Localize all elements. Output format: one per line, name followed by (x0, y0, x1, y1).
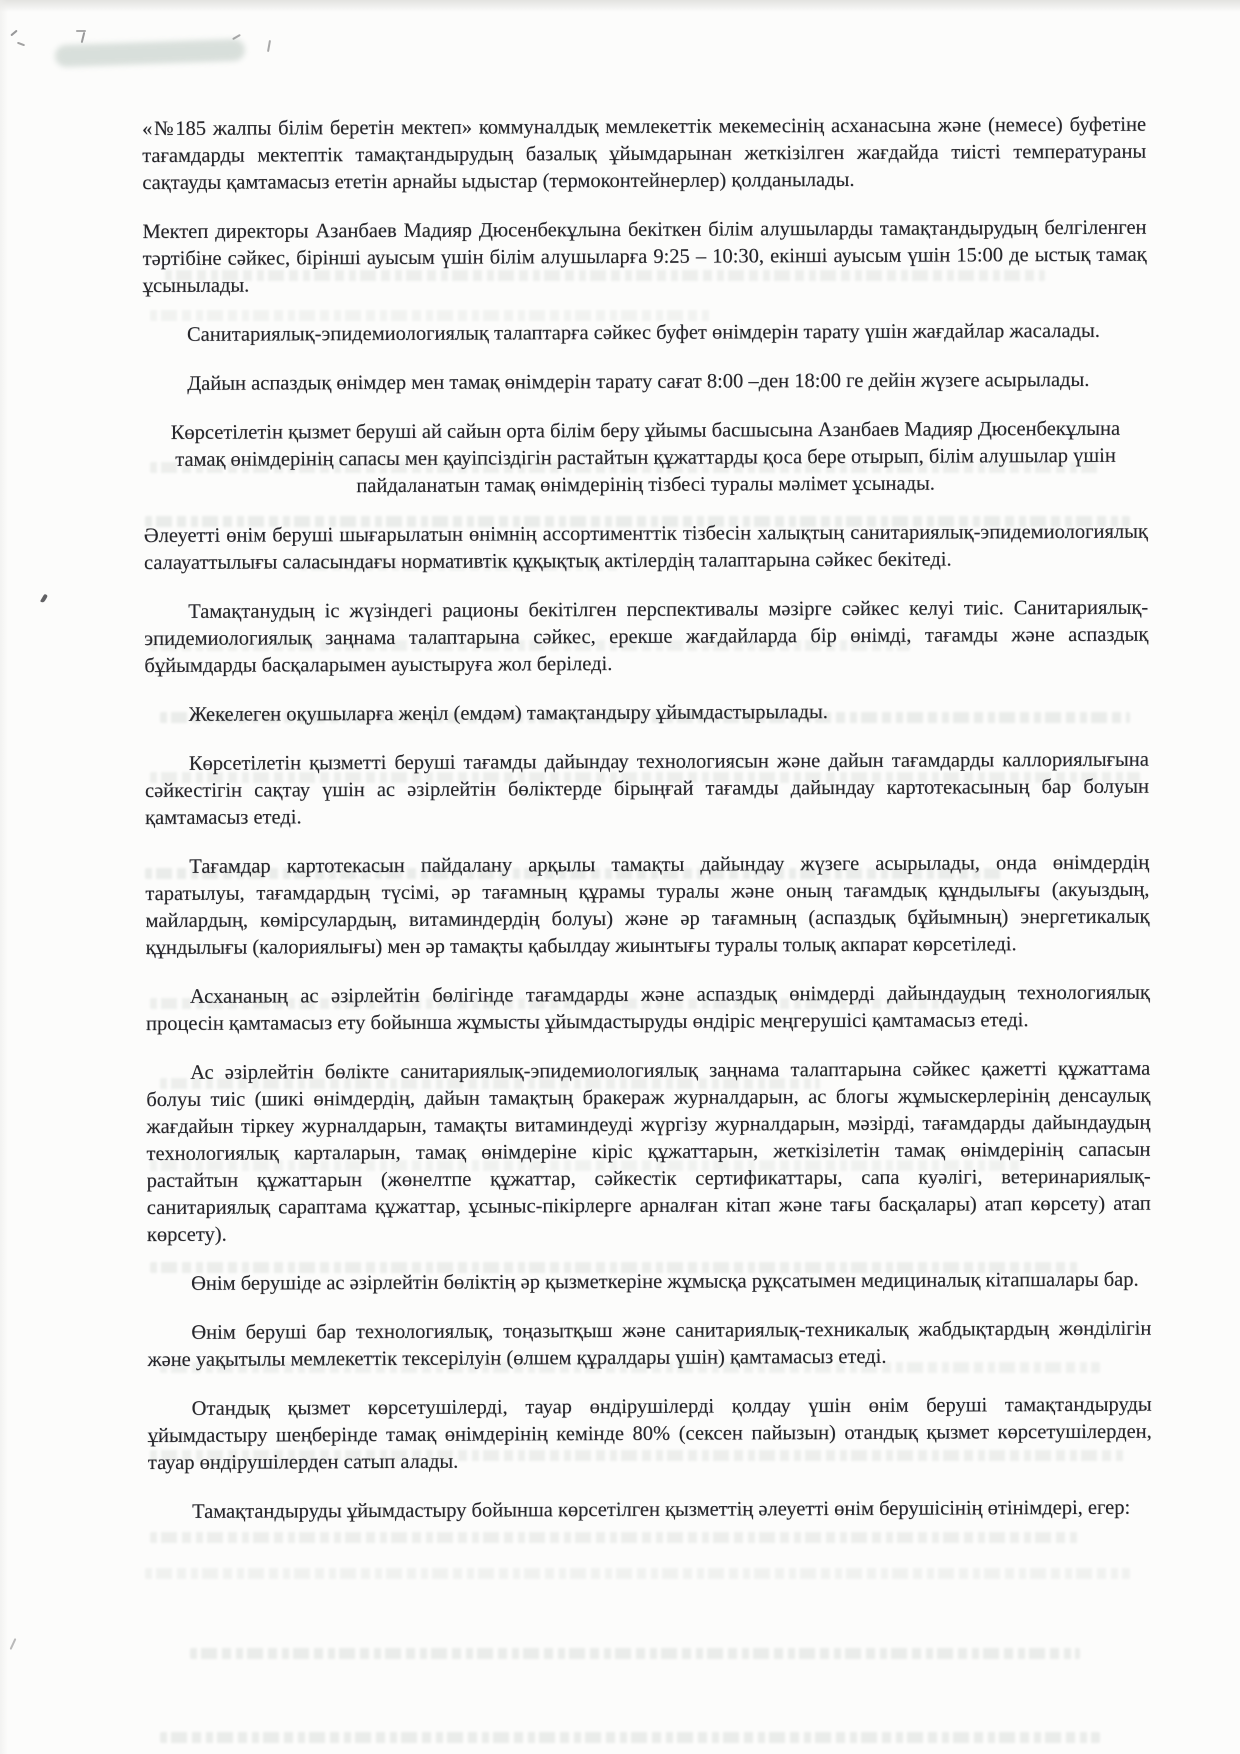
bleedthrough-text-line (190, 1648, 1080, 1659)
paragraph-05: Көрсетілетін қызмет беруші ай сайын орта білім беру ұйымы басшысына Азанбаев Мадияр Дюсенбекұлына тамақ өнімдерінің сапасы мен қауіпсіздігін растайтын құжаттарды қоса бере отырып, білім алушылар үшін пайдаланатын тамақ өнімдерінің тізбесі туралы мәлімет ұсынады. (170, 417, 1121, 498)
pencil-mark-comma (40, 594, 48, 604)
paragraph-10: Тағамдар картотекасын пайдалану арқылы тамақты дайындау жүзеге асырылады, онда өнімдердің таратылуы, тағамдардың түсімі, әр тағамның құрамы туралы және оның тағамдық құндылығы (акуыздың, майлардың, көмірсулардың, витаминдердің болуы) және әр тағамның (аспаздық бұйымның) энергетикалық құндылығы (калориялығы) мен әр тамақты қабылдау жиынтығы туралы толық акпарат көрсетіледі. (145, 851, 1150, 959)
paragraph-04: Дайын аспаздық өнімдер мен тамақ өнімдерін тарату сағат 8:00 –ден 18:00 ге дейін жүзеге асырылады. (187, 368, 1090, 395)
paragraph-02: Мектеп директоры Азанбаев Мадияр Дюсенбекұлына бекіткен білім алушыларды тамақтандырудың белгіленген тәртібіне сәйкес, бірінші ауысым үшін білім алушыларға 9:25 – 10:30, екінші ауысым үшін 15:00 де ыстық тамақ ұсынылады. (142, 216, 1147, 297)
paragraph-14: Өнім беруші бар технологиялық, тоңазытқыш және санитариялық-техникалық жабдықтардың жөнділігін және уақытылы мемлекеттік тексерілуін (өлшем құралдары үшін) қамтамасыз етеді. (147, 1317, 1152, 1371)
pencil-mark-tick (10, 30, 17, 37)
bleedthrough-text-line (160, 1732, 1100, 1743)
paragraph-13: Өнім берушіде ас әзірлейтін бөліктің әр қызметкеріне жұмысқа рұқсатымен медициналық кітапшалары бар. (191, 1268, 1139, 1295)
paragraph-08: Жекелеген оқушыларға жеңіл (емдәм) тамақтандыру ұйымдастырылады. (188, 701, 828, 726)
paragraph-15: Отандық қызмет көрсетушілерді, тауар өндірушілерді қолдау үшін өнім беруші тамақтандыруды ұйымдастыру шеңберінде тамақ өнімдерінің кемінде 80% (сексен пайызын) отандық қызмет көрсетушілерден, тауар өндірушілерден сатып алады. (147, 1393, 1152, 1474)
pencil-mark-tick (267, 40, 271, 52)
paragraph-09: Көрсетілетін қызметті беруші тағамды дайындау технологиясын және дайын тағамдарды каллориялығына сәйкестігін сақтау үшін ас әзірлейтін бөліктерде бірыңғай тағамды дайындау картотекасының бар болуын қамтамасыз етеді. (144, 748, 1149, 829)
paragraph-01: «№185 жалпы білім беретін мектеп» коммуналдық мемлекеттік мекемесінің асханасына және (немесе) буфетіне тағамдарды мектептік тамақтандырудың базалық ұйымдарынан жеткізілген жағдайда тиісті температураны сақтауды қамтамасыз ететін арнайы ыдыстар (термоконтейнерлер) қолданылады. (142, 113, 1147, 194)
paragraph-16: Тамақтандыруды ұйымдастыру бойынша көрсетілген қызметтің әлеуетті өнім берушісінің өтінімдері, егер: (192, 1496, 1131, 1523)
paragraph-07: Тамақтанудың іс жүзіндегі рационы бекітілген перспективалы мәзірге сәйкес келуі тиіс. Санитариялық-эпидемиологиялық заңнама талаптарына сәйкес, ерекше жағдайларда бір өнімді, тағамды және аспаздық бұйымдарды басқаларымен ауыстыруға жол беріледі. (144, 596, 1149, 677)
document-body (142, 112, 1152, 1548)
paragraph-12: Ас әзірлейтін бөлікте санитариялық-эпидемиологиялық заңнама талаптарына сәйкес қажетті құжаттама болуы тиіс (шикі өнімдердің, дайын тамақтың бракераж журналдарын, ас блогы жұмыскерлерінің денсаулық жағдайын тіркеу журналдарын, тамақты витаминдеуді жүргізу журналдарын, мәзірді, тағамдарды дайындаудың технологиялық карталарын, тамақ өнімдеріне кіріс құжаттарын, жеткізілетін тамақ өнімдерінің сапасын растайтын құжаттарын (жөнелтпе құжаттар, сәйкестік сертификаттары, сапа куәлігі, ветеринариялық-санитариялық сараптама құжаттар, ұсыныс-пікірлерге арналған кітап және тағы басқалары) атап көрсету) атап көрсету). (146, 1057, 1151, 1246)
pencil-mark-tick (81, 32, 86, 43)
paragraph-11: Асхананың ас әзірлейтін бөлігінде тағамдарды және аспаздық өнімдерді дайындаудың технологиялық процесін қамтамасыз ету бойынша жұмысты ұйымдастыруды өндіріс меңгерушісі қамтамасыз етеді. (145, 981, 1150, 1035)
pencil-mark-tick (10, 1638, 17, 1650)
pencil-mark-smudge (55, 39, 246, 68)
bleedthrough-text-line (145, 1568, 1130, 1579)
paragraph-03: Санитариялық-эпидемиологиялық талаптарға сәйкес буфет өнімдерін тарату үшін жағдайлар жасалады. (186, 319, 1100, 346)
pencil-mark-tick (17, 42, 25, 47)
paragraph-06: Әлеуетті өнім беруші шығарылатын өнімнің ассортименттік тізбесін халықтың санитариялық-эпидемиологиялық салауаттылығы саласындағы нормативтік құқықтық актілердің талаптарына сәйкес бекітеді. (143, 520, 1148, 574)
